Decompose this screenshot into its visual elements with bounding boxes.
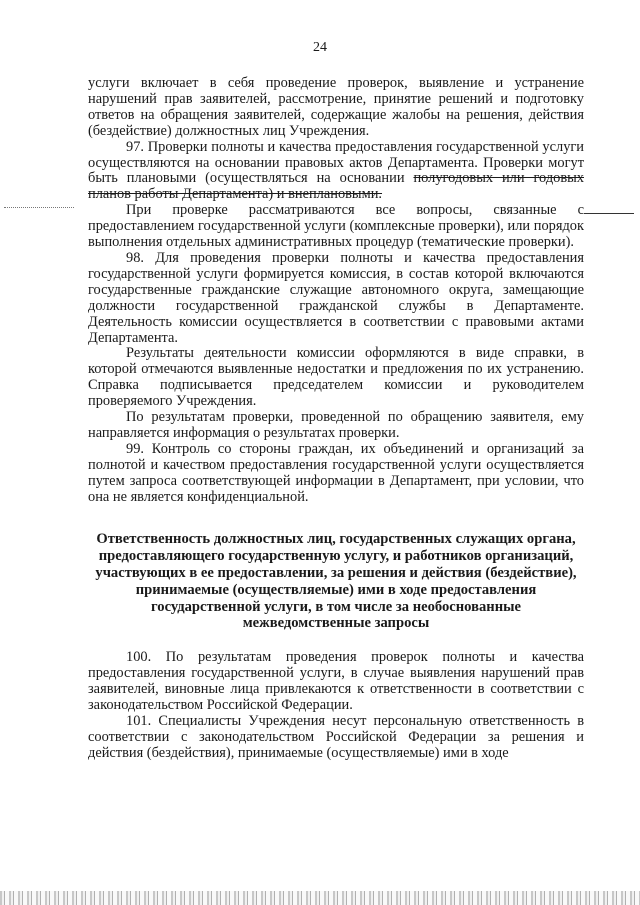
paragraph-continuation: услуги включает в себя проведение проверок, выявление и устранение нарушений прав заявителей, рассмотрение, принятие решений и подготовку ответов на обращения заявителей, содержащие жалобы на решения, действия (бездействие) должностных лиц Учреждения. xyxy=(88,75,584,139)
paragraph-97 xyxy=(88,140,584,204)
margin-rule xyxy=(584,213,634,214)
struck-text: полугодовых или годовых планов работы Департамента) и внеплановыми. xyxy=(88,170,584,203)
paragraph-101: 101. Специалисты Учреждения несут персональную ответственность в соответствии с законодательством Российской Федерации за решения и действия (бездействия), принимаемые (осуществляемые) ими в ходе xyxy=(88,712,584,761)
paragraph-98-info: По результатам проверки, проведенной по обращению заявителя, ему направляется информация о результатах проверки. xyxy=(88,409,584,441)
scan-noise-strip xyxy=(0,891,640,905)
section-heading: Ответственность должностных лиц, государственных служащих органа, предоставляющего государственную услугу, и работников организаций, участвующих в ее предоставлении, за решения и действия (бездействие), принимаемые (осуществляемые) ими в ходе предоставления государственной услуги, в том числе за необоснованные межведомственные запросы xyxy=(95,531,577,632)
paragraph-98-results: Результаты деятельности комиссии оформляются в виде справки, в которой отмечаются выявленные недостатки и предложения по их устранению. Справка подписывается председателем комиссии и руководителем проверяемого Учреждения. xyxy=(88,345,584,410)
body-text xyxy=(88,76,584,762)
paragraph-99: 99. Контроль со стороны граждан, их объединений и организаций за полнотой и качеством предоставления государственной услуги осуществляется путем запроса соответствующей информации в Департамент, при условии, что она не является конфиденциальной. xyxy=(88,440,584,505)
paragraph-97-cont: При проверке рассматриваются все вопросы, связанные с предоставлением государственной услуги (комплексные проверки), или порядок выполнения отдельных административных процедур (тематические проверки). xyxy=(88,202,584,251)
paragraph-97-text: 97. Проверки полноты и качества предоставления государственной услуги осуществляются на основании правовых актов Департамента. Проверки могут быть плановыми (осуществляться на основании xyxy=(88,138,584,187)
page-number: 24 xyxy=(313,40,327,55)
paragraph-100: 100. По результатам проведения проверок полноты и качества предоставления государственной услуги, в случае выявления нарушений прав заявителей, виновные лица привлекаются к ответственности в соответствии с законодательством Российской Федерации. xyxy=(88,649,584,713)
paragraph-98: 98. Для проведения проверки полноты и качества предоставления государственной услуги формируется комиссия, в состав которой включаются государственные гражданские служащие автономного округа, замещающие должности государственной гражданской службы в Департаменте. Деятельность комиссии осуществляется в соответствии с правовыми актами Департамента. xyxy=(88,249,584,346)
margin-marks xyxy=(4,207,74,208)
